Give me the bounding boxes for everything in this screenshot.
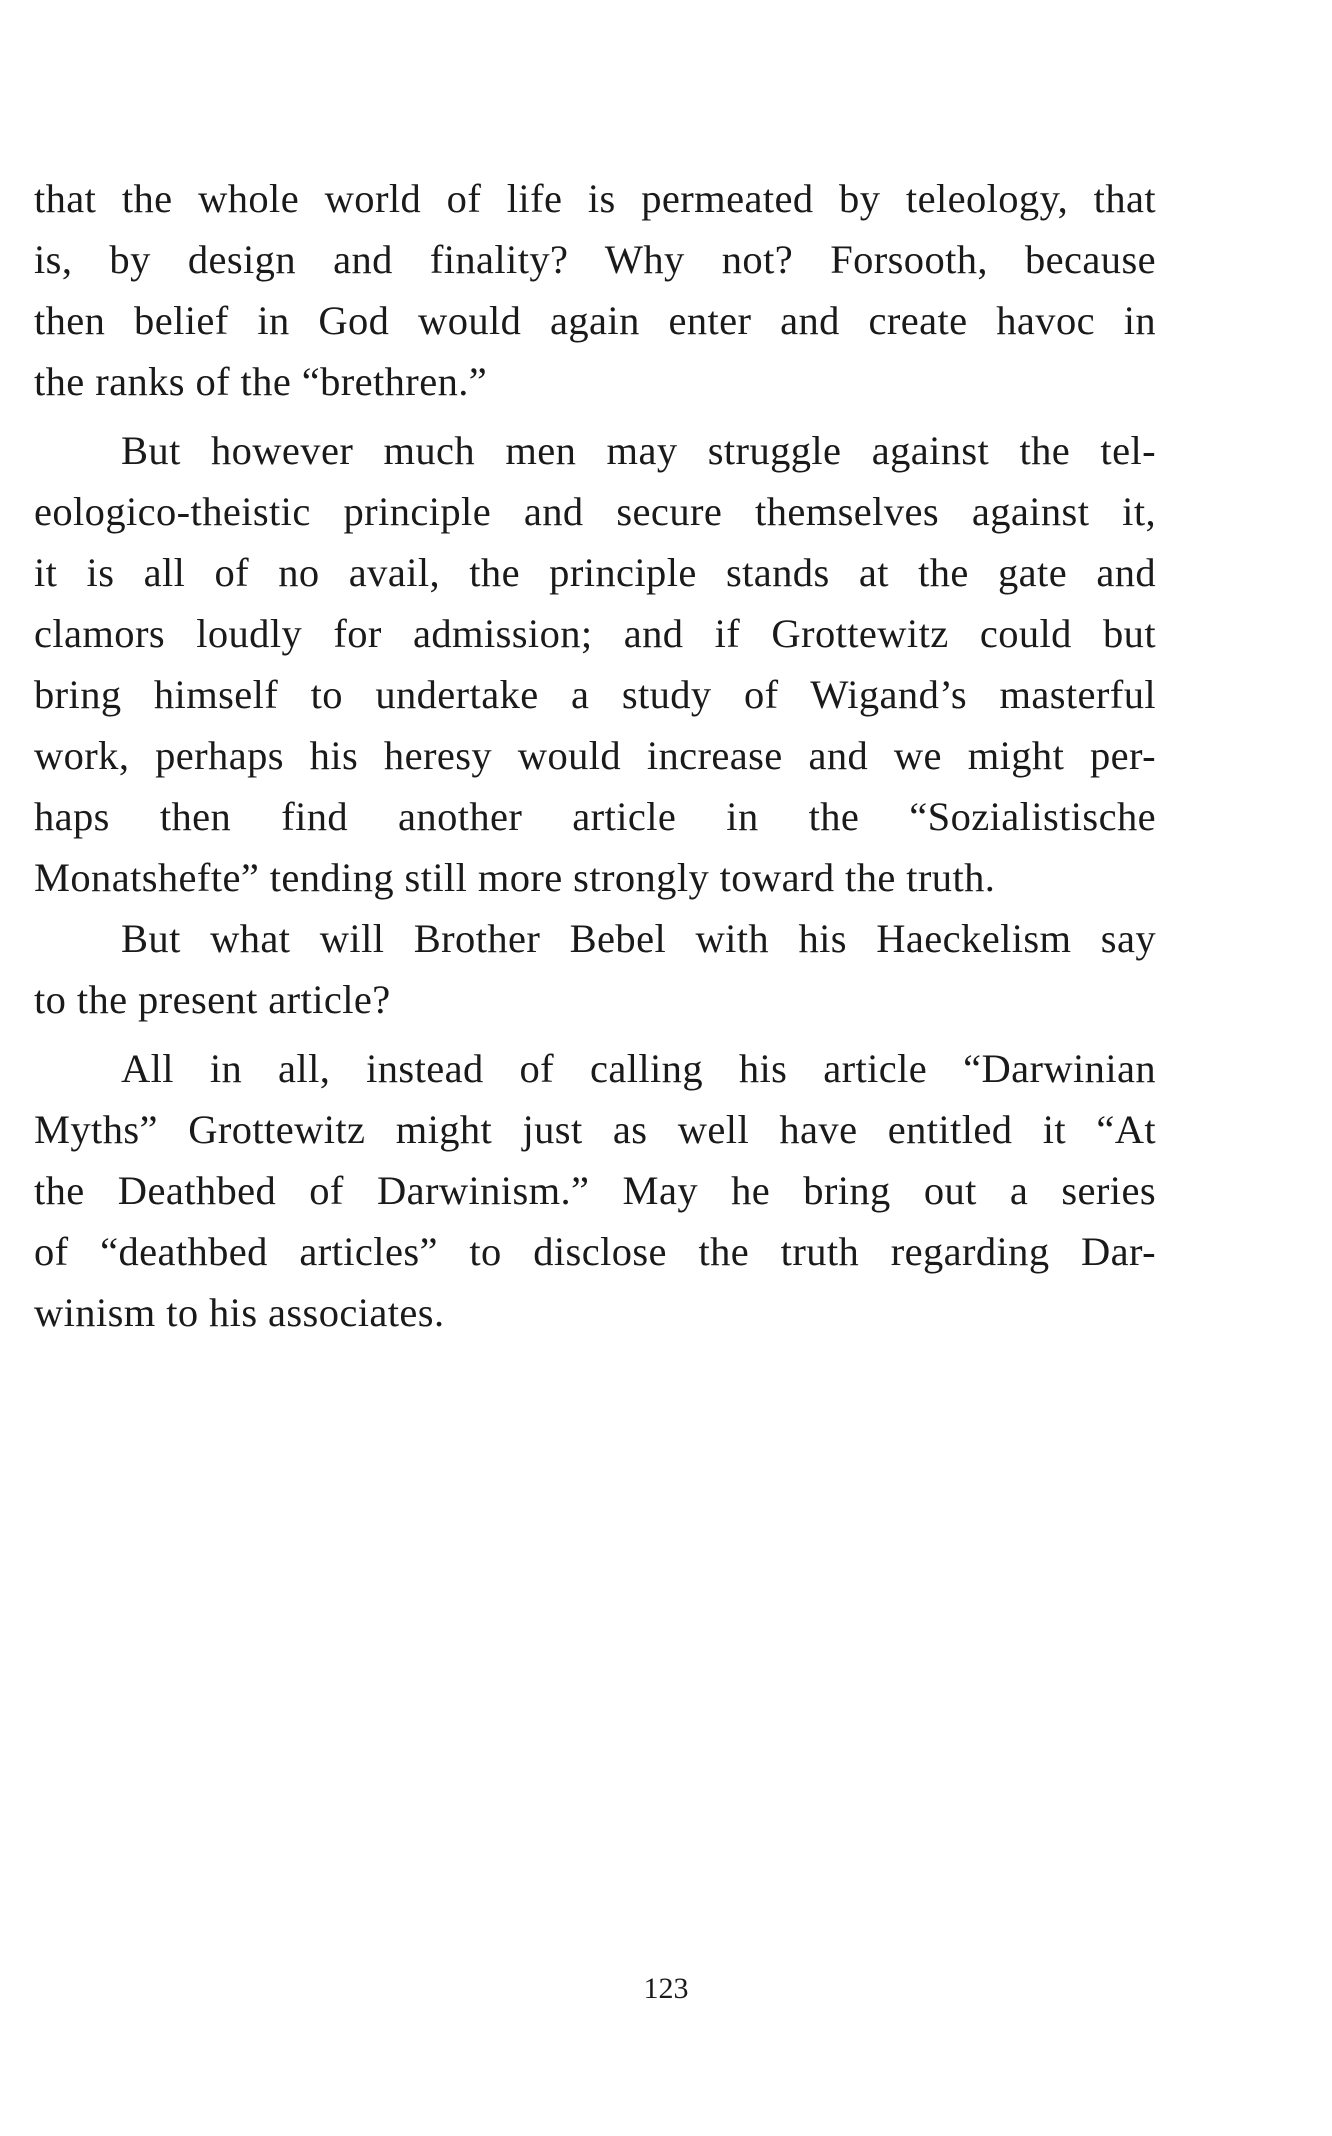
text-line: to the present article? [34,977,391,1022]
paragraph-gap [34,1030,1156,1038]
text-line: of “deathbed articles” to disclose the truth regarding Dar- [34,1229,1156,1274]
text-line: bring himself to undertake a study of Wigand’s masterful [34,672,1156,717]
text-line: haps then find another article in the “Sozialistische [34,794,1156,839]
text-line: it is all of no avail, the principle stands at the gate and [34,550,1156,595]
paragraph-gap [34,412,1156,420]
paragraph-1 [34,168,1156,412]
paragraph-4 [34,1038,1156,1343]
text-line: work, perhaps his heresy would increase and we might per- [34,733,1156,778]
text-line: the ranks of the “brethren.” [34,359,488,404]
text-line: Myths” Grottewitz might just as well have entitled it “At [34,1107,1156,1152]
text-line: then belief in God would again enter and create havoc in [34,298,1156,343]
text-line: clamors loudly for admission; and if Grottewitz could but [34,611,1156,656]
text-line: Monatshefte” tending still more strongly toward the truth. [34,855,996,900]
paragraph-2 [34,420,1156,908]
text-line: the Deathbed of Darwinism.” May he bring out a series [34,1168,1156,1213]
paragraph-3 [34,908,1156,1030]
body-text [34,168,1156,1343]
text-line: But what will Brother Bebel with his Haeckelism say [121,916,1156,961]
text-line: eologico-theistic principle and secure themselves against it, [34,489,1156,534]
text-line: winism to his associates. [34,1290,445,1335]
text-line: All in all, instead of calling his article “Darwinian [121,1046,1156,1091]
text-line: that the whole world of life is permeated by teleology, that [34,176,1156,221]
text-line: is, by design and finality? Why not? Forsooth, because [34,237,1156,282]
text-line: But however much men may struggle against the tel- [121,428,1156,473]
page-number: 123 [643,1972,689,2005]
